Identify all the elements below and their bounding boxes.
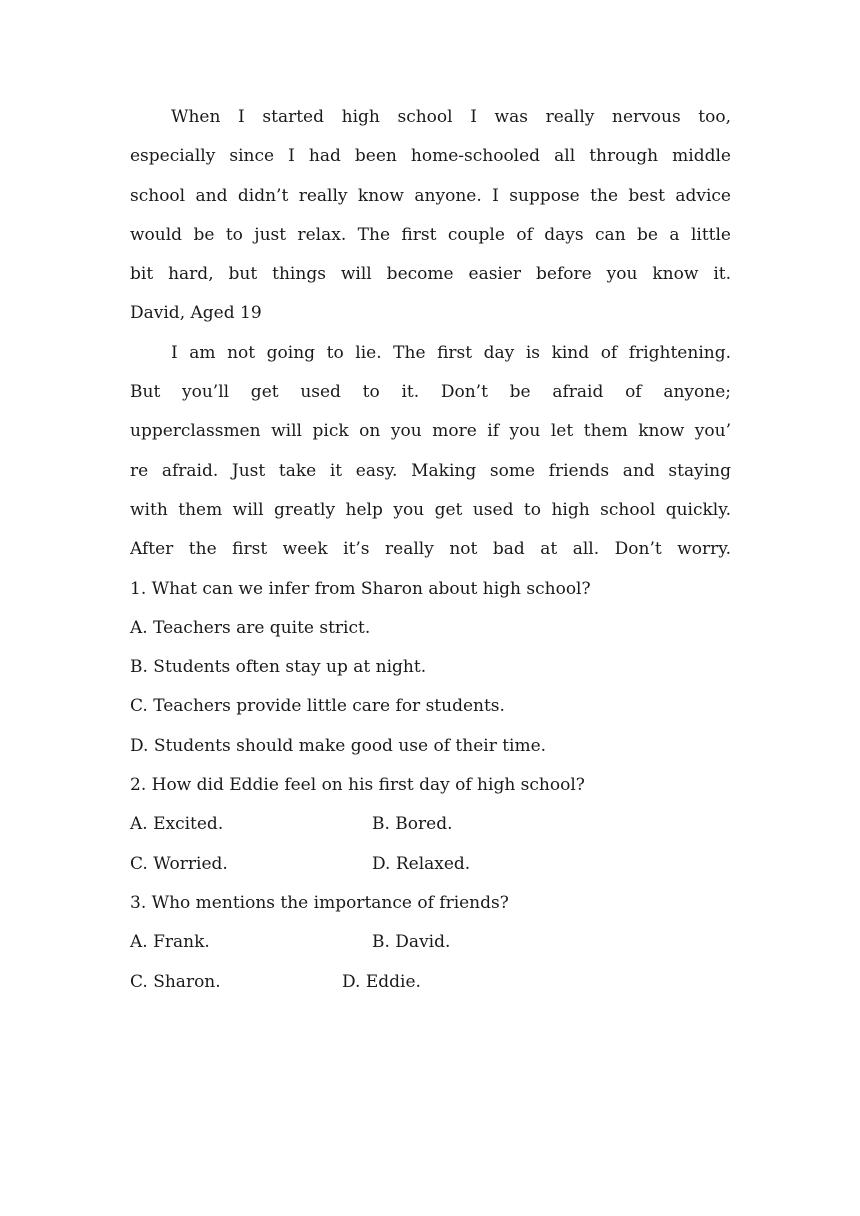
answer-option: C. Worried. [130, 853, 228, 874]
text-line: re afraid. Just take it easy. Making some friends and staying [130, 460, 731, 481]
answer-option: D. Relaxed. [372, 853, 471, 874]
question-1 [130, 570, 731, 766]
answer-option: A. Teachers are quite strict. [130, 617, 371, 638]
answer-option: B. Students often stay up at night. [130, 657, 427, 678]
question-2 [130, 766, 731, 884]
question-3 [130, 884, 731, 1002]
option-row [130, 805, 731, 844]
paragraph-second [130, 334, 731, 570]
paragraph-david [130, 98, 731, 334]
text-line: school and didn’t really know anyone. I suppose the best advice [130, 185, 731, 206]
question-stem: 1. What can we infer from Sharon about high school? [130, 578, 591, 599]
option-row [130, 845, 731, 884]
text-line: with them will greatly help you get used to high school quickly. [130, 499, 731, 520]
question-stem: 2. How did Eddie feel on his first day of high school? [130, 775, 585, 796]
text-line: upperclassmen will pick on you more if you let them know you’ [130, 421, 731, 442]
text-line: especially since I had been home-schooled all through middle [130, 146, 731, 167]
answer-option: B. David. [372, 932, 451, 953]
text-line: When I started high school I was really nervous too, [171, 107, 731, 127]
question-stem: 3. Who mentions the importance of friends? [130, 892, 509, 913]
answer-option: D. Eddie. [342, 971, 421, 992]
text-line: After the first week it’s really not bad at all. Don’t worry. [130, 539, 731, 560]
answer-option: D. Students should make good use of their time. [130, 735, 547, 756]
document-page [130, 98, 731, 1002]
answer-option: A. Frank. [130, 932, 210, 953]
answer-option: C. Sharon. [130, 971, 221, 992]
text-line: would be to just relax. The first couple of days can be a little [130, 224, 731, 245]
answer-option: B. Bored. [372, 814, 453, 835]
text-line: bit hard, but things will become easier before you know it. [130, 264, 731, 285]
text-line: But you’ll get used to it. Don’t be afraid of anyone; [130, 382, 731, 403]
text-line: I am not going to lie. The first day is kind of frightening. [171, 342, 731, 363]
option-row [130, 923, 731, 962]
author-signature: David, Aged 19 [130, 303, 262, 324]
answer-option: C. Teachers provide little care for students. [130, 696, 505, 717]
answer-option: A. Excited. [130, 814, 224, 835]
option-row [130, 963, 731, 1002]
